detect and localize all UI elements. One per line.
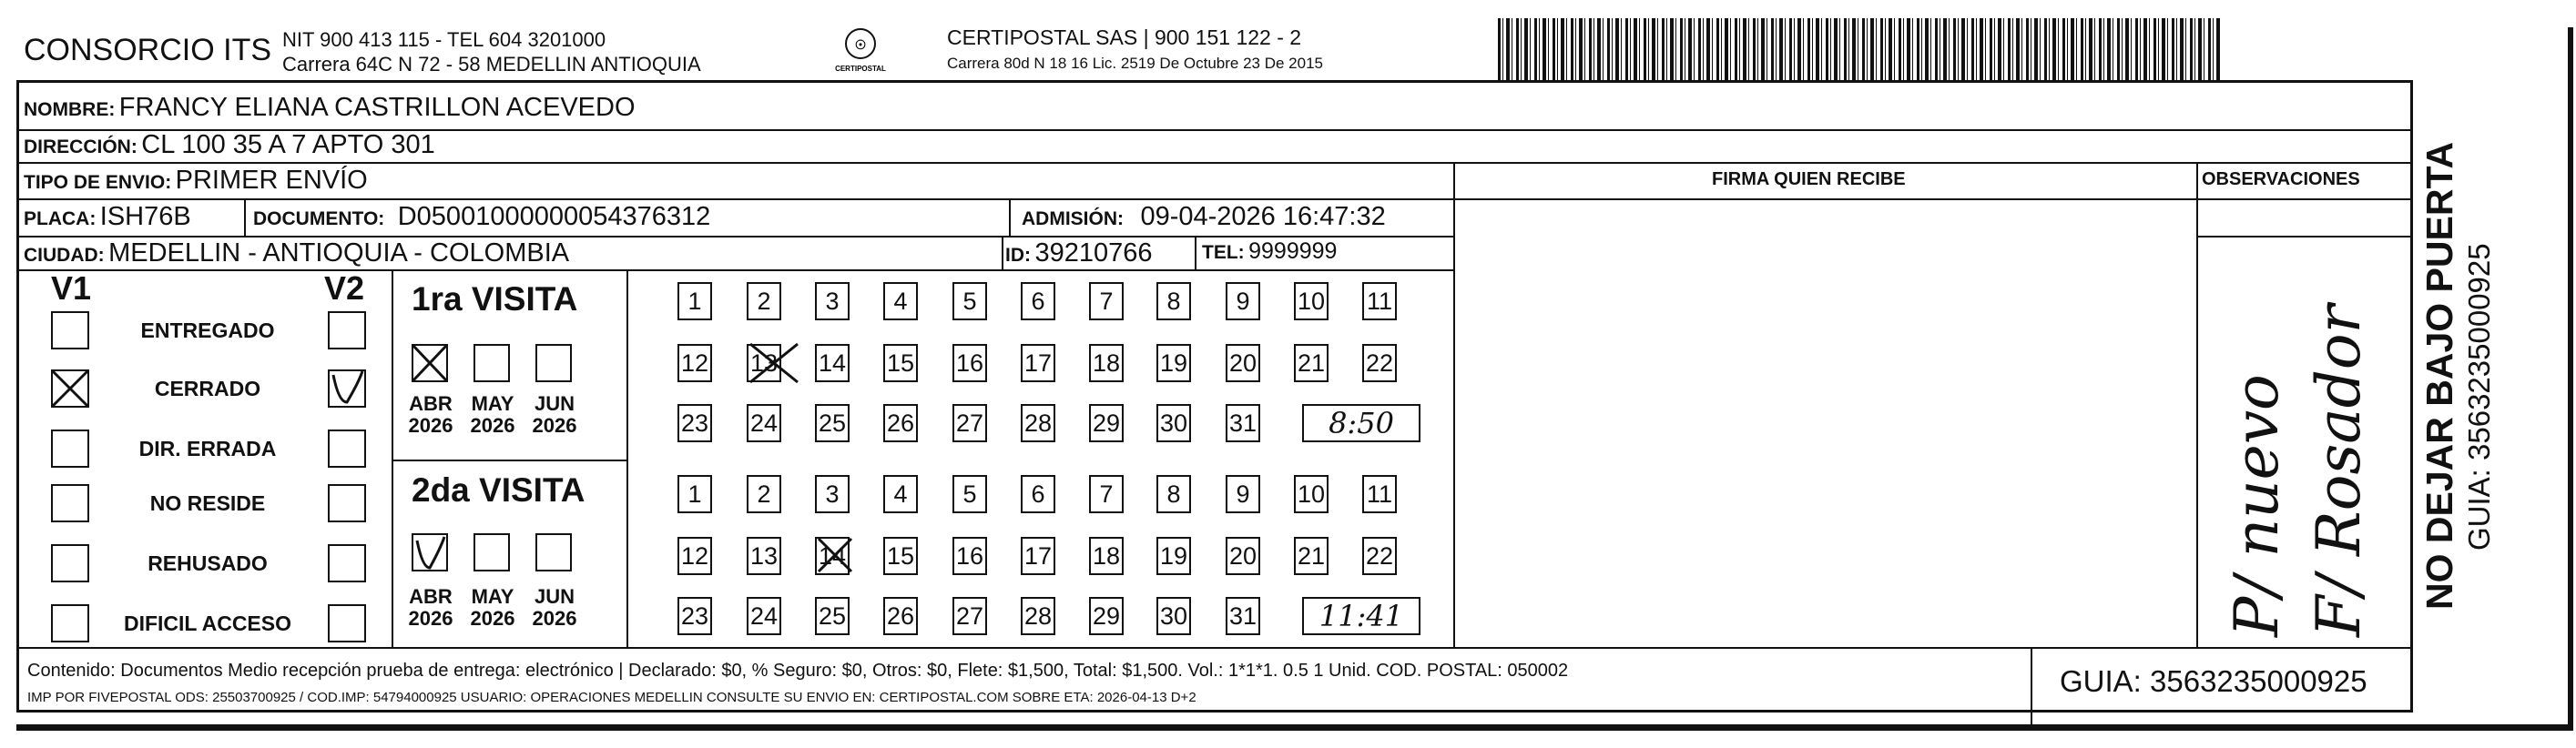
visit2-day-box[interactable]: 21 [1294, 537, 1329, 575]
placa-row [24, 202, 191, 232]
rule [16, 198, 2413, 200]
guide-frame [16, 80, 2413, 713]
check-mark-icon [413, 535, 446, 571]
visit2-day-box[interactable]: 15 [883, 537, 918, 575]
admision-value: 09-04-2026 16:47:32 [1140, 202, 1386, 231]
visit2-day-box[interactable]: 31 [1226, 597, 1260, 635]
company-address: Carrera 64C N 72 - 58 MEDELLIN ANTIOQUIA [282, 53, 701, 76]
rule [16, 647, 2413, 649]
visit1-day-box[interactable]: 21 [1294, 344, 1329, 382]
visit1-day-box[interactable]: 17 [1021, 344, 1055, 382]
visit1-day-box[interactable]: 7 [1089, 282, 1124, 320]
company-name: CONSORCIO ITS [24, 33, 272, 67]
visit2-day-box[interactable]: 26 [883, 597, 918, 635]
visit1-month-checkbox[interactable] [473, 344, 510, 382]
v2-checkbox[interactable] [328, 604, 366, 642]
visit2-day-box[interactable]: 20 [1226, 537, 1260, 575]
v2-checkbox[interactable] [328, 311, 366, 349]
v2-label: V2 [324, 269, 365, 307]
visit1-day-box[interactable]: 14 [815, 344, 850, 382]
visit2-time-handwriting: 11:41 [1302, 597, 1420, 635]
tipo-value: PRIMER ENVÍO [175, 166, 368, 195]
visit2-day-box[interactable]: 5 [952, 475, 987, 513]
rule [2031, 647, 2032, 724]
v1-checkbox[interactable] [51, 544, 89, 582]
observacion-handwriting-1: P/ nuevo [2222, 374, 2292, 637]
side-warning: NO DEJAR BAJO PUERTA [2418, 141, 2460, 610]
v2-checkbox[interactable] [328, 484, 366, 522]
rule [392, 269, 393, 647]
visit1-month-checkbox[interactable] [535, 344, 572, 382]
x-mark-icon [412, 344, 448, 382]
visit2-day-box[interactable]: 29 [1089, 597, 1124, 635]
rule [16, 236, 1453, 238]
visit1-day-box[interactable]: 20 [1226, 344, 1260, 382]
observaciones-header: OBSERVACIONES [2202, 169, 2360, 189]
x-mark-icon [817, 537, 853, 573]
tipo-label: TIPO DE ENVIO: [24, 172, 172, 193]
visit2-day-box[interactable]: 4 [883, 475, 918, 513]
visit2-day-box[interactable]: 18 [1089, 537, 1124, 575]
certipostal-logo [829, 24, 892, 80]
id-row [1005, 238, 1152, 268]
visit2-day-box[interactable]: 19 [1156, 537, 1191, 575]
visit1-day-box[interactable]: 28 [1021, 404, 1055, 442]
svg-text:☉: ☉ [854, 37, 867, 52]
rule [1453, 162, 1455, 647]
visit1-day-box[interactable]: 30 [1156, 404, 1191, 442]
rule [16, 269, 1453, 271]
visit1-day-box[interactable]: 16 [952, 344, 987, 382]
visit1-day-box[interactable]: 3 [815, 282, 850, 320]
admision-label: ADMISIÓN: [1022, 208, 1124, 229]
rule [244, 198, 246, 236]
visit2-day-box[interactable]: 25 [815, 597, 850, 635]
visit1-day-box[interactable]: 6 [1021, 282, 1055, 320]
visit2-day-box[interactable]: 13 [747, 537, 781, 575]
visit2-day-box[interactable]: 12 [677, 537, 712, 575]
visit1-month-label: ABR 2026 [408, 392, 453, 437]
tipo-row [24, 166, 368, 196]
visit1-day-box[interactable]: 19 [1156, 344, 1191, 382]
rule [1009, 198, 1011, 236]
v1-checkbox[interactable] [51, 430, 89, 468]
placa-label: PLACA: [24, 208, 97, 229]
visit1-day-box[interactable]: 23 [677, 404, 712, 442]
footer-imp: IMP POR FIVEPOSTAL ODS: 25503700925 / COD.IMP: 54794000925 USUARIO: OPERACIONES MEDELLIN CONSULTE SU ENVIO EN: CERTIPOSTAL.COM SOBRE ETA: 2026-04-13 D+2 [27, 690, 1196, 705]
bottom-border [16, 724, 2573, 731]
visit2-day-box[interactable]: 1 [677, 475, 712, 513]
direccion-label: DIRECCIÓN: [24, 136, 137, 157]
rule [392, 460, 626, 461]
rule [626, 269, 628, 647]
nombre-value: FRANCY ELIANA CASTRILLON ACEVEDO [118, 93, 636, 122]
visit1-day-box[interactable]: 15 [883, 344, 918, 382]
visit2-day-box[interactable]: 8 [1156, 475, 1191, 513]
tel-label: TEL: [1202, 242, 1245, 263]
visit2-month-label: ABR 2026 [408, 585, 453, 630]
v1-checkbox[interactable] [51, 484, 89, 522]
footer-content: Contenido: Documentos Medio recepción prueba de entrega: electrónico | Declarado: $0, % Seguro: $0, Otros: $0, Flete: $1,500, Total: $1,500. Vol.: 1*1*1. 0.5 1 Unid. COD. POSTAL: 050002 [27, 661, 1569, 681]
firma-header: FIRMA QUIEN RECIBE [1712, 169, 1906, 189]
visit2-month-label: JUN 2026 [532, 585, 577, 630]
direccion-row [24, 130, 435, 160]
ciudad-value: MEDELLIN - ANTIOQUIA - COLOMBIA [108, 238, 570, 268]
documento-row [253, 202, 710, 232]
visit1-day-box[interactable]: 11 [1362, 282, 1397, 320]
visit1-day-box[interactable]: 22 [1362, 344, 1397, 382]
x-mark-icon [51, 369, 89, 408]
status-label: CERRADO [154, 377, 261, 400]
documento-label: DOCUMENTO: [253, 208, 385, 229]
tel-value: 9999999 [1248, 238, 1338, 264]
postal-company: CERTIPOSTAL SAS | 900 151 122 - 2 [947, 25, 1302, 49]
check-mark-icon [330, 369, 364, 406]
visit2-month-checkbox[interactable] [473, 533, 510, 571]
visit2-day-box[interactable]: 9 [1226, 475, 1260, 513]
status-label: NO RESIDE [149, 491, 266, 515]
v1-checkbox[interactable] [51, 311, 89, 349]
visit1-month-label: MAY 2026 [470, 392, 515, 437]
barcode [1498, 18, 2221, 82]
observacion-handwriting-2: F/ Rosador [2304, 304, 2374, 637]
x-mark-icon [748, 342, 799, 384]
rule [16, 162, 2413, 164]
nombre-label: NOMBRE: [24, 99, 116, 120]
side-guia: GUIA: 3563235000925 [2462, 243, 2496, 551]
visit2-day-box[interactable]: 30 [1156, 597, 1191, 635]
ciudad-label: CIUDAD: [24, 245, 105, 266]
id-label: ID: [1005, 245, 1031, 266]
v1-label: V1 [51, 269, 92, 307]
visit1-title: 1ra VISITA [412, 280, 578, 318]
visit1-day-box[interactable]: 2 [747, 282, 781, 320]
nombre-row [24, 93, 636, 123]
placa-value: ISH76B [99, 202, 191, 231]
visit1-day-box[interactable]: 26 [883, 404, 918, 442]
visit1-day-box[interactable]: 10 [1294, 282, 1329, 320]
v2-checkbox[interactable] [328, 544, 366, 582]
visit1-day-box[interactable]: 24 [747, 404, 781, 442]
admision-row [1022, 202, 1386, 232]
visit2-day-box[interactable]: 23 [677, 597, 712, 635]
visit2-day-box[interactable]: 2 [747, 475, 781, 513]
rule [1002, 236, 1003, 269]
status-label: ENTREGADO [140, 318, 275, 342]
visit2-day-box[interactable]: 28 [1021, 597, 1055, 635]
tel-row [1202, 238, 1337, 265]
documento-value: D05001000000054376312 [397, 202, 711, 231]
visit1-month-label: JUN 2026 [532, 392, 577, 437]
visit1-day-box[interactable]: 29 [1089, 404, 1124, 442]
status-label: REHUSADO [148, 551, 268, 575]
company-nit: NIT 900 413 115 - TEL 604 3201000 [282, 28, 606, 51]
visit2-day-box[interactable]: 24 [747, 597, 781, 635]
visit2-day-box[interactable]: 17 [1021, 537, 1055, 575]
postal-address: Carrera 80d N 18 16 Lic. 2519 De Octubre 23 De 2015 [947, 55, 1323, 72]
rule [1195, 236, 1196, 269]
rule [2196, 236, 2413, 238]
v2-checkbox[interactable] [328, 430, 366, 468]
visit1-day-box[interactable]: 8 [1156, 282, 1191, 320]
right-border [2568, 27, 2573, 731]
visit1-day-box[interactable]: 4 [883, 282, 918, 320]
visit2-day-box[interactable]: 10 [1294, 475, 1329, 513]
visit2-day-box[interactable]: 16 [952, 537, 987, 575]
visit1-day-box[interactable]: 13 [747, 344, 781, 382]
ciudad-row [24, 238, 569, 268]
visit2-day-box[interactable]: 14 [815, 537, 850, 575]
visit1-day-box[interactable]: 25 [815, 404, 850, 442]
visit1-day-box[interactable]: 31 [1226, 404, 1260, 442]
visit2-title: 2da VISITA [412, 471, 585, 509]
visit2-day-box[interactable]: 7 [1089, 475, 1124, 513]
visit1-day-box[interactable]: 18 [1089, 344, 1124, 382]
visit1-day-box[interactable]: 5 [952, 282, 987, 320]
visit1-time-handwriting: 8:50 [1302, 404, 1420, 442]
visit1-day-box[interactable]: 27 [952, 404, 987, 442]
footer-guia: GUIA: 3563235000925 [2060, 664, 2367, 698]
visit2-day-box[interactable]: 3 [815, 475, 850, 513]
visit2-day-box[interactable]: 11 [1362, 475, 1397, 513]
visit2-month-label: MAY 2026 [470, 585, 515, 630]
id-value: 39210766 [1034, 238, 1153, 268]
visit2-month-checkbox[interactable] [535, 533, 572, 571]
rule [2196, 162, 2198, 647]
visit1-day-box[interactable]: 9 [1226, 282, 1260, 320]
visit2-day-box[interactable]: 22 [1362, 537, 1397, 575]
v1-checkbox[interactable] [51, 604, 89, 642]
visit2-day-box[interactable]: 6 [1021, 475, 1055, 513]
svg-text:CERTIPOSTAL: CERTIPOSTAL [835, 65, 886, 73]
visit2-day-box[interactable]: 27 [952, 597, 987, 635]
visit1-day-box[interactable]: 1 [677, 282, 712, 320]
status-label: DIR. ERRADA [138, 437, 277, 460]
status-label: DIFICIL ACCESO [123, 612, 291, 635]
direccion-value: CL 100 35 A 7 APTO 301 [141, 130, 435, 159]
visit1-day-box[interactable]: 12 [677, 344, 712, 382]
